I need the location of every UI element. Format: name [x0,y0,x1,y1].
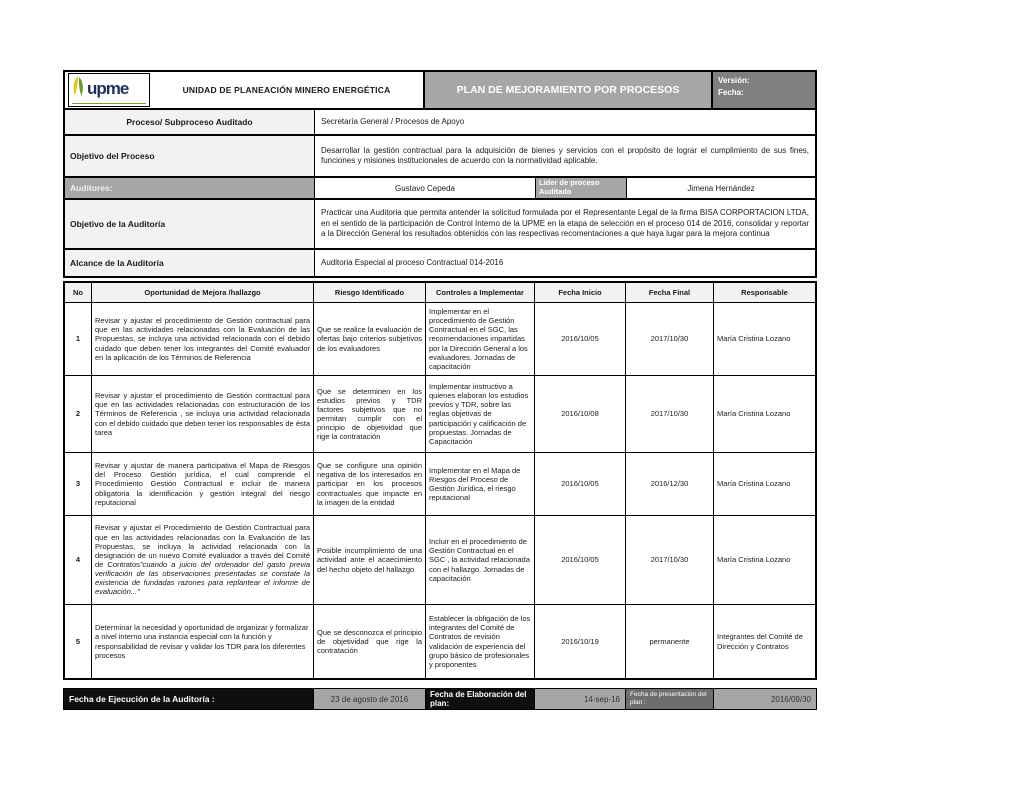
cell-fecha-inicio-4: 2016/10/05 [535,516,626,605]
col-header-no: No [65,283,92,303]
objetivo-proceso-label: Objetivo del Proceso [65,136,315,176]
col-header-hallazgo: Oportunidad de Mejora /hallazgo [92,283,314,303]
cell-controles-1: Implementar en el procedimiento de Gestión Contractual en el SGC, las recomendaciones impartidas por la Dirección General a los evaluadores. Jornadas de capacitación [426,303,535,376]
cell-controles-5: Establecer la obligación de los integrantes del Comité de Contratos de revisión validación de experiencia del grupo básico de profesionales y proponentes [426,605,535,678]
fecha-elaboracion-label: Fecha de Elaboración del plan: [426,689,535,709]
header-org-cell [65,72,425,108]
upme-logo [68,73,150,107]
cell-fecha-inicio-2: 2016/10/08 [535,376,626,453]
cell-hallazgo-4: Revisar y ajustar el Procedimiento de Gestión Contractual para que en las actividades relacionadas con la Evaluación de las Propuestas, se incluya la actividad relacionada con la designación de un nuevo Comité evaluador a través del Comité de Contratos"cuando a juicio del ordenador del gasto previa verificación de las observaciones presentadas se constate la existencia de fundadas razones para replantear el informe de evaluación..." [92,516,314,605]
auditores-label: Auditores: [65,178,315,198]
cell-riesgo-4: Posible incumplimiento de una actividad ante el acaecimiento del hecho objeto del hallazgo [314,516,426,605]
cell-responsable-1: María Cristina Lozano [714,303,815,376]
col-header-fecha-final: Fecha Final [626,283,714,303]
document-title: PLAN DE MEJORAMIENTO POR PROCESOS [425,72,713,108]
version-date-cell [713,72,815,108]
col-header-controles: Controles a Implementar [426,283,535,303]
cell-responsable-3: María Cristina Lozano [714,453,815,516]
lider-proceso-value: Jimena Hernández [687,183,755,193]
cell-no-4: 4 [65,516,92,605]
col-header-responsable: Responsable [714,283,815,303]
cell-controles-4: Incluir en el procedimiento de Gestión Contractual en el SGC , la actividad relacionada con el hallazgo. Jornadas de capacitación [426,516,535,605]
cell-hallazgo-1: Revisar y ajustar el procedimiento de Gestión contractual para que en las actividades relacionadas con la Evaluación de las Propuestas, se incluya una actividad relacionada con el debido cuidado que deben tener los integrantes del Comité evaluador en la aplicación de los Términos de Referencia [92,303,314,376]
document-header [63,70,817,110]
col-header-riesgo: Riesgo Identificado [314,283,426,303]
cell-fecha-final-1: 2017/10/30 [626,303,714,376]
info-section [63,110,817,278]
logo-wordmark: upme [87,79,129,98]
findings-table [63,281,817,680]
col-header-fecha-inicio: Fecha Inicio [535,283,626,303]
row-proceso [65,110,815,134]
cell-riesgo-1: Que se realice la evaluación de ofertas bajo criterios subjetivos de los evaluadores [314,303,426,376]
logo-subtext [72,103,146,105]
alcance-value: Auditoria Especial al proceso Contractual 014-2016 [321,257,504,267]
cell-hallazgo-3: Revisar y ajustar de manera participativa el Mapa de Riesgos del Proceso Gestión jurídica, el cual comprende el Procedimiento Gestión Contractual e incluir de manera obligatoria la identificación y gestión integral del riesgo reputacional [92,453,314,516]
proceso-label: Proceso/ Subproceso Auditado [65,110,315,134]
cell-controles-2: Implementar instructivo a quienes elaboran los estudios previos y TDR, sobre las reglas objetivas de participación y calificación de propuestas. Jornadas de Capacitación [426,376,535,453]
cell-fecha-final-3: 2016/12/30 [626,453,714,516]
row-alcance [65,248,815,276]
fecha-elaboracion-value: 14-sep-16 [535,689,626,709]
cell-fecha-final-2: 2017/10/30 [626,376,714,453]
fecha-presentacion-label: Fecha de presentación del plan : [626,689,714,709]
fecha-ejecucion-label: Fecha de Ejecución de la Auditoría : [64,689,314,709]
row-auditores [65,176,815,198]
date-label: Fecha: [718,88,744,97]
cell-fecha-inicio-5: 2016/10/19 [535,605,626,678]
org-name: UNIDAD DE PLANEACIÓN MINERO ENERGÉTICA [182,85,391,95]
cell-no-1: 1 [65,303,92,376]
auditores-value: Gustavo Cepeda [315,178,536,198]
objetivo-proceso-value: Desarrollar la gestión contractual para la adquisición de bienes y servicios con el propósito de lograr el cumplimiento de sus fines, funciones y misiones institucionales de acuerdo con la normatividad aplicable. [321,145,809,165]
audit-plan-document [63,70,817,710]
proceso-value: Secretaría General / Procesos de Apoyo [321,116,465,126]
cell-fecha-final-4: 2017/10/30 [626,516,714,605]
alcance-label: Alcance de la Auditoría [65,250,315,276]
cell-no-5: 5 [65,605,92,678]
row-objetivo-auditoria [65,198,815,248]
leaf-icon [72,75,85,102]
cell-responsable-2: María Cristina Lozano [714,376,815,453]
cell-hallazgo-5: Determinar la necesidad y oportunidad de organizar y formalizar a nivel interno una instancia especial con la función y responsabilidad de revisar y validar los TDR para los diferentes procesos [92,605,314,678]
footer-dates-bar [63,688,817,710]
fecha-ejecucion-value: 23 de agosto de 2016 [314,689,426,709]
cell-fecha-inicio-1: 2016/10/05 [535,303,626,376]
fecha-presentacion-value: 2016/09/30 [714,689,816,709]
cell-riesgo-3: Que se configure una opinión negativa de los interesados en participar en los procesos contractuales que impacte en la imagen de la entidad [314,453,426,516]
cell-fecha-final-5: permanente [626,605,714,678]
cell-fecha-inicio-3: 2016/10/05 [535,453,626,516]
cell-no-3: 3 [65,453,92,516]
cell-no-2: 2 [65,376,92,453]
cell-responsable-5: Integrantes del Comité de Dirección y Contratos [717,632,803,651]
lider-proceso-label: Líder de proceso Auditado [536,178,627,198]
objetivo-auditoria-value: Practicar una Auditoria que permita antender la solicitud formulada por el Representante Legal de la firma BISA CORPORTACION LTDA, en el sentido de la participación de Control Interno de la UPME en la etapa de selección en el proceso 014 de 2016, consolidar y reportar a la Dirección General los resultados obtenidos con las respectivas recomentaciones a que haya lugar para la mejora continua [321,208,809,239]
cell-controles-3: Implementar en el Mapa de Riesgos del Proceso de Gestión Jurídica, el riesgo reputacional [426,453,535,516]
row-objetivo-proceso [65,134,815,176]
cell-riesgo-5: Que se desconozca el principio de objetividad que rige la contratación [314,605,426,678]
objetivo-auditoria-label: Objetivo de la Auditoría [65,200,315,248]
cell-responsable-4: María Cristina Lozano [714,516,815,605]
cell-riesgo-2: Que se determinen en los estudios previos y TDR factores subjetivos que no permitan cumplir con el principio de objetividad que rige la contratación [314,376,426,453]
cell-hallazgo-2: Revisar y ajustar el procedimiento de Gestión contractual para que en las actividades relacionadas con estructuración de los Términos de Referencia , se incluya una actividad relacionada con el debido cuidado que deben tener los responsables de ésta tarea [92,376,314,453]
version-label: Versión: [718,76,750,85]
